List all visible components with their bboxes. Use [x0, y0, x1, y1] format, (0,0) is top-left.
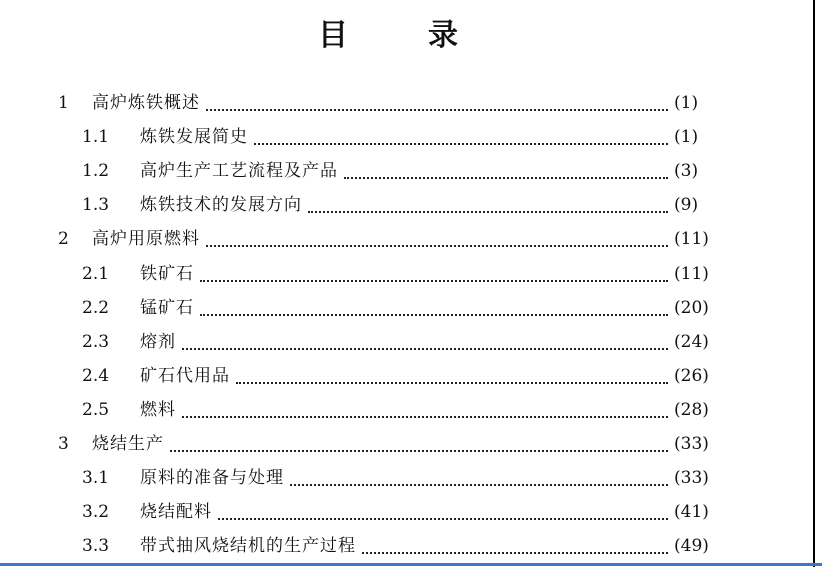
toc-entry-page: (1): [674, 93, 699, 113]
toc-leader-dots: [182, 386, 668, 418]
toc-entry-title: 矿石代用品: [140, 365, 230, 386]
toc-entry-page: (26): [674, 365, 709, 386]
page-edge-rule: [813, 0, 815, 567]
toc-leader-dots: [290, 454, 668, 486]
toc-entry: [0, 531, 822, 561]
page-title-char-1: 目: [318, 18, 348, 53]
toc-entry-page: (41): [674, 502, 709, 523]
toc-leader-dots: [218, 488, 668, 520]
toc-entry-number: 2.3: [82, 331, 110, 352]
page-title: [318, 14, 458, 58]
toc-entry-page: (11): [674, 263, 709, 284]
toc-entry-title: 熔剂: [140, 331, 176, 352]
toc-leader-dots: [362, 522, 668, 554]
toc-entry-page: (28): [674, 399, 709, 420]
toc-leader-dots: [200, 284, 668, 316]
toc-entry-page: (1): [674, 127, 699, 148]
toc-entry-number: 2.4: [82, 365, 110, 386]
toc-entry-number: 3.1: [82, 468, 110, 489]
toc-entry-number: 1.2: [82, 161, 110, 182]
toc-leader-dots: [254, 113, 668, 145]
toc-entry-page: (24): [674, 331, 709, 352]
toc-entry-number: 2.2: [82, 297, 110, 318]
toc-entry-number: 1.3: [82, 195, 110, 216]
toc-entry-number: 3: [58, 434, 70, 454]
toc-leader-dots: [170, 420, 668, 452]
toc-entry-title: 高炉生产工艺流程及产品: [140, 161, 338, 182]
toc-entry-title: 带式抽风烧结机的生产过程: [140, 536, 356, 557]
toc-leader-dots: [206, 215, 668, 247]
toc-entry-number: 2: [58, 229, 70, 250]
toc-leader-dots: [182, 318, 668, 350]
toc-entry-page: (49): [674, 536, 709, 557]
toc-entry-page: (33): [674, 434, 709, 454]
toc-entry-title: 烧结配料: [140, 502, 212, 523]
toc-entry-title: 铁矿石: [140, 263, 194, 284]
toc-entry-title: 烧结生产: [92, 434, 164, 454]
toc-entry-page: (3): [674, 161, 699, 182]
toc-entry-page: (33): [674, 468, 709, 489]
toc-entry-number: 3.2: [82, 502, 110, 523]
toc-entry-page: (11): [674, 229, 709, 250]
toc-leader-dots: [344, 147, 668, 179]
toc-entry-page: (9): [674, 195, 699, 216]
toc-entry-number: 3.3: [82, 536, 110, 557]
toc-entry-number: 2.5: [82, 399, 110, 420]
toc-entry-title: 燃料: [140, 399, 176, 420]
toc-entry-title: 高炉炼铁概述: [92, 93, 200, 113]
toc-leader-dots: [200, 250, 668, 282]
toc-entry-number: 2.1: [82, 263, 110, 284]
page-title-char-2: 录: [428, 18, 458, 53]
toc-leader-dots: [206, 79, 668, 111]
toc-entry-title: 炼铁发展简史: [140, 127, 248, 148]
toc-entry-title: 锰矿石: [140, 297, 194, 318]
toc-entry-number: 1: [58, 93, 70, 113]
toc-leader-dots: [308, 181, 668, 213]
toc-entry-title: 原料的准备与处理: [140, 468, 284, 489]
toc-entry-number: 1.1: [82, 127, 110, 148]
toc-leader-dots: [236, 352, 668, 384]
toc-entry-page: (20): [674, 297, 709, 318]
toc-entry-title: 高炉用原燃料: [92, 229, 200, 250]
toc-entry-title: 炼铁技术的发展方向: [140, 195, 302, 216]
bottom-border: [0, 563, 822, 566]
